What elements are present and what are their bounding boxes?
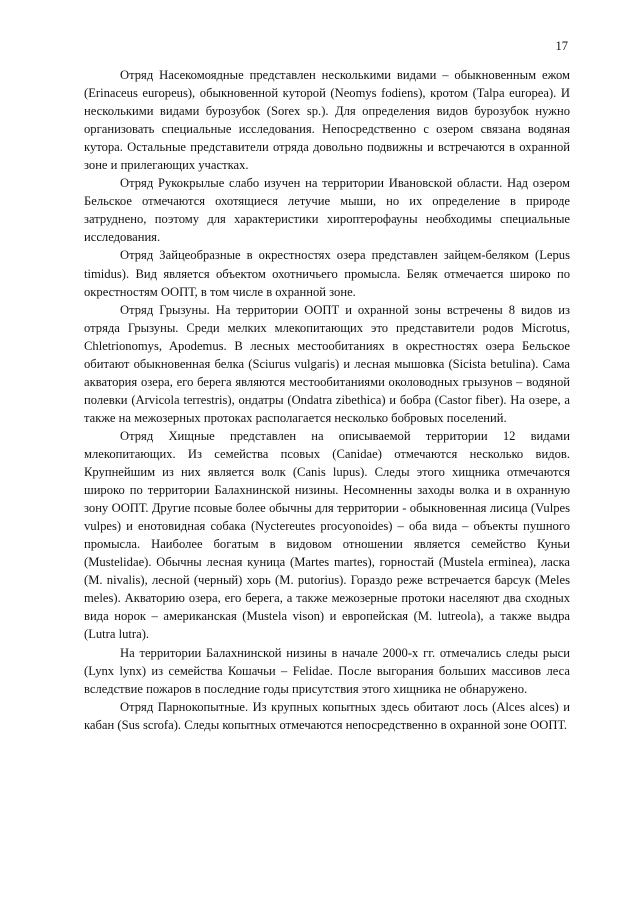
paragraph-rodentia: Отряд Грызуны. На территории ООПТ и охранной зоны встречены 8 видов из отряда Грызуны. Среди мелких млекопитающих это представители родов Microtus, Chletrionomys, Apodemus. В лесных местообитаниях в окрестностях озера Бельское обитают обыкновенная белка (Sciurus vulgaris) и лесная мышовка (Sicista betulina). Сама акватория озера, его берега являются местообитаниями околоводных грызунов – водяной полевки (Arvicola terrestris), ондатры (Ondatra zibethica) и бобра (Castor fiber). На озере, а также на межозерных протоках располагается несколько бобровых поселений. bbox=[84, 302, 570, 425]
paragraph-artiodactyla: Отряд Парнокопытные. Из крупных копытных здесь обитают лось (Alces alces) и кабан (Sus scrofa). Следы копытных отмечаются непосредственно в охранной зоне ООПТ. bbox=[84, 699, 570, 732]
page-number: 17 bbox=[555, 39, 568, 53]
paragraph-insectivora: Отряд Насекомоядные представлен несколькими видами – обыкновенным ежом (Erinaceus europeus), обыкновенной куторой (Neomys fodiens), кротом (Talpa europea). И несколькими видами бурозубок (Sorex sp.). Для определения видов бурозубок нужно организовать специальные исследования. Непосредственно с озером связана водяная кутора. Остальные представители отряда довольно подвижны и встречаются в охранной зоне и прилегающих участках. bbox=[84, 68, 570, 173]
document-body bbox=[84, 66, 570, 734]
paragraph-carnivora: Отряд Хищные представлен на описываемой территории 12 видами млекопитающих. Из семейства псовых (Canidae) отмечаются несколько видов. Крупнейшим из них является волк (Canis lupus). Следы этого хищника отмечаются широко по территории Балахнинской низины. Несомненны заходы волка и в охранную зону ООПТ. Другие псовые более обычны для территории - обыкновенная лисица (Vulpes vulpes) и енотовидная собака (Nyctereutes procyonoides) – оба вида – объекты пушного промысла. Наиболее богатым в видовом отношении является семейство Куньи (Mustelidae). Обычны лесная куница (Martes martes), горностай (Mustela erminea), ласка (M. nivalis), лесной (черный) хорь (M. putorius). Гораздо реже встречается барсук (Meles meles). Акваторию озера, его берега, а также межозерные протоки населяют два сходных вида норок – американская (Mustela vison) и европейская (M. lutreola), а также выдра (Lutra lutra). bbox=[84, 428, 570, 642]
paragraph-lagomorpha: Отряд Зайцеобразные в окрестностях озера представлен зайцем-беляком (Lepus timidus). Вид является объектом охотничьего промысла. Беляк отмечается широко по окрестностям ООПТ, в том числе в охранной зоне. bbox=[84, 248, 570, 299]
paragraph-chiroptera: Отряд Рукокрылые слабо изучен на территории Ивановской области. Над озером Бельское отмечаются охотящиеся летучие мыши, но их определение в природе затруднено, поэтому для характеристики хироптерофауны необходимы специальные исследования. bbox=[84, 176, 570, 245]
paragraph-felidae: На территории Балахнинской низины в начале 2000-х гг. отмечались следы рыси (Lynx lynx) из семейства Кошачьи – Felidae. После выгорания больших массивов леса вследствие пожаров в последние годы присутствия этого хищника не обнаружено. bbox=[84, 645, 570, 696]
